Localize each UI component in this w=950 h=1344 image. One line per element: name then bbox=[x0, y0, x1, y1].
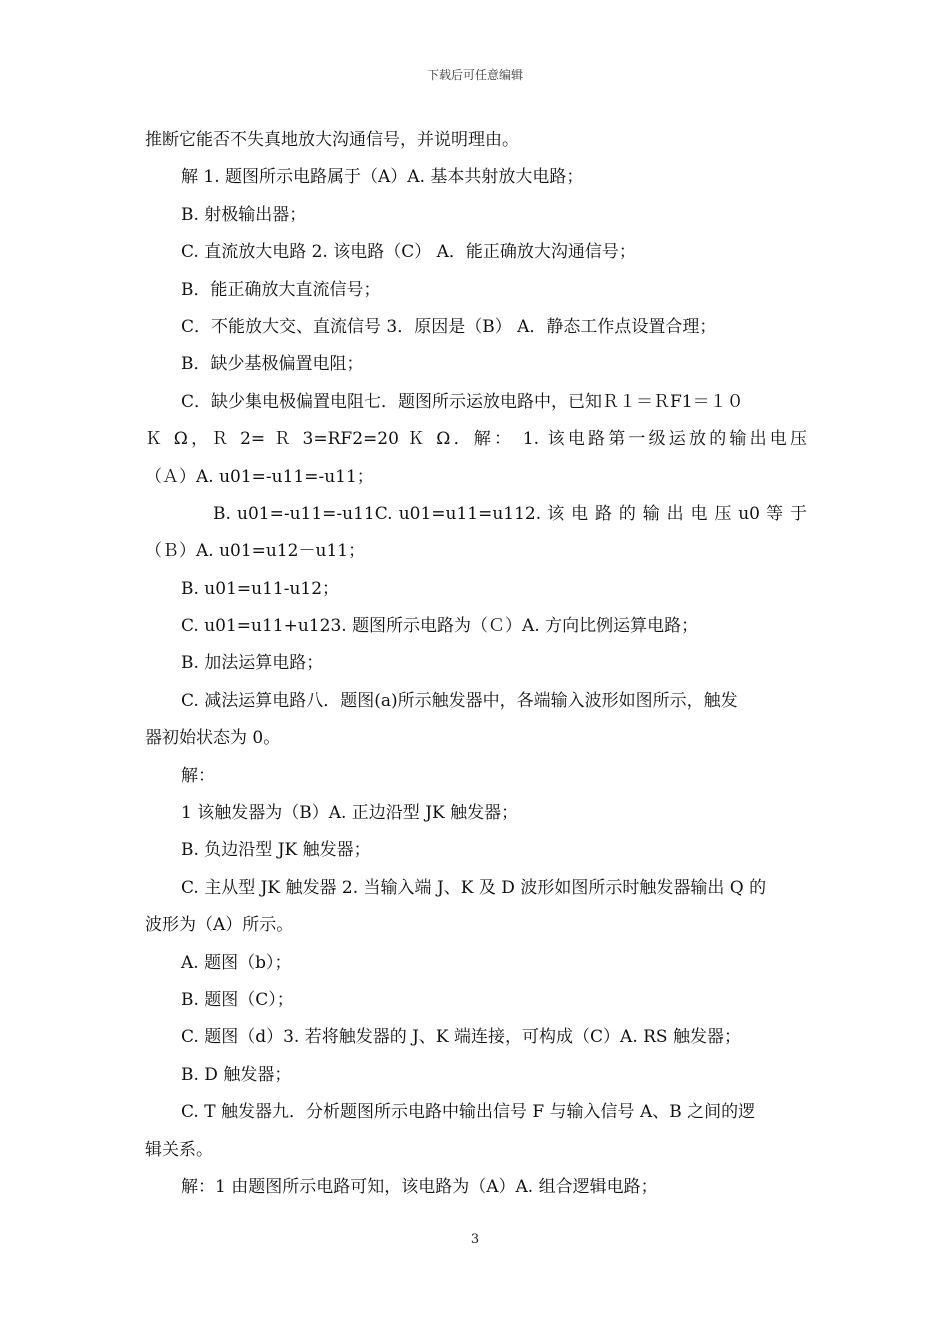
text-line: 波形为（A）所示。 bbox=[145, 915, 294, 936]
text-line: 器初始状态为 0。 bbox=[145, 728, 281, 749]
page-header: 下载后可任意编辑 bbox=[426, 68, 523, 82]
text-line: 推断它能否不失真地放大沟通信号，并说明理由。 bbox=[145, 130, 519, 150]
text-line: C. 减法运算电路八．题图(a)所示触发器中，各端输入波形如图所示，触发 bbox=[181, 690, 738, 711]
text-line: 解 1. 题图所示电路属于（A）A. 基本共射放大电路； bbox=[181, 167, 584, 188]
text-line: C. 直流放大电路 2. 该电路（C） A．能正确放大沟通信号； bbox=[181, 242, 636, 263]
text-line: 解： bbox=[181, 765, 215, 786]
text-line: C. T 触发器九．分析题图所示电路中输出信号 F 与输入信号 A、B 之间的逻 bbox=[181, 1102, 756, 1123]
text-line: 解：1 由题图所示电路可知，该电路为（A）A. 组合逻辑电路； bbox=[181, 1176, 658, 1197]
text-line: C. 题图（d）3. 若将触发器的 J、K 端连接，可构成（C）A. RS 触发器； bbox=[181, 1027, 741, 1048]
text-line: 1 该触发器为（B）A. 正边沿型 JK 触发器； bbox=[181, 803, 519, 824]
text-line: B. 负边沿型 JK 触发器； bbox=[181, 840, 371, 861]
text-line: B. u01=-u11=-u11C. u01=u11=u112. 该 电 路 的 输 出 电 压 u0 等 于 bbox=[213, 503, 807, 524]
text-line: B．缺少基极偏置电阻； bbox=[181, 354, 364, 375]
text-line: A. 题图（b）； bbox=[181, 952, 292, 973]
text-line: C. 主从型 JK 触发器 2. 当输入端 J、K 及 D 波形如图所示时触发器输出 Q 的 bbox=[181, 877, 767, 898]
text-line: C．不能放大交、直流信号 3．原因是（B） A．静态工作点设置合理； bbox=[181, 316, 717, 337]
text-line: B. D 触发器； bbox=[181, 1064, 292, 1085]
text-line: B. 射极输出器； bbox=[181, 204, 307, 225]
text-line: C. u01=u11+u123. 题图所示电路为（Ｃ）A. 方向比例运算电路； bbox=[181, 616, 699, 637]
text-line: C．缺少集电极偏置电阻七．题图所示运放电路中，已知Ｒ１＝ＲF1＝１０ bbox=[181, 391, 744, 412]
text-line: B. 题图（C）； bbox=[181, 989, 294, 1010]
document-body bbox=[145, 122, 807, 1206]
text-line: B．能正确放大直流信号； bbox=[181, 279, 381, 300]
text-line: B. u01=u11-u12； bbox=[181, 578, 340, 599]
page-number: 3 bbox=[470, 1232, 480, 1247]
text-line: 辑关系。 bbox=[145, 1139, 213, 1160]
text-line: B. 加法运算电路； bbox=[181, 653, 324, 674]
text-line: （Ａ）A. u01=-u11=-u11； bbox=[145, 466, 374, 487]
text-line: （Ｂ）A. u01=u12－u11； bbox=[145, 541, 366, 562]
text-line: Ｋ Ω，Ｒ 2= Ｒ 3=RF2=20 Ｋ Ω．解： 1. 该电路第一级运放的输出电压 bbox=[145, 429, 807, 450]
